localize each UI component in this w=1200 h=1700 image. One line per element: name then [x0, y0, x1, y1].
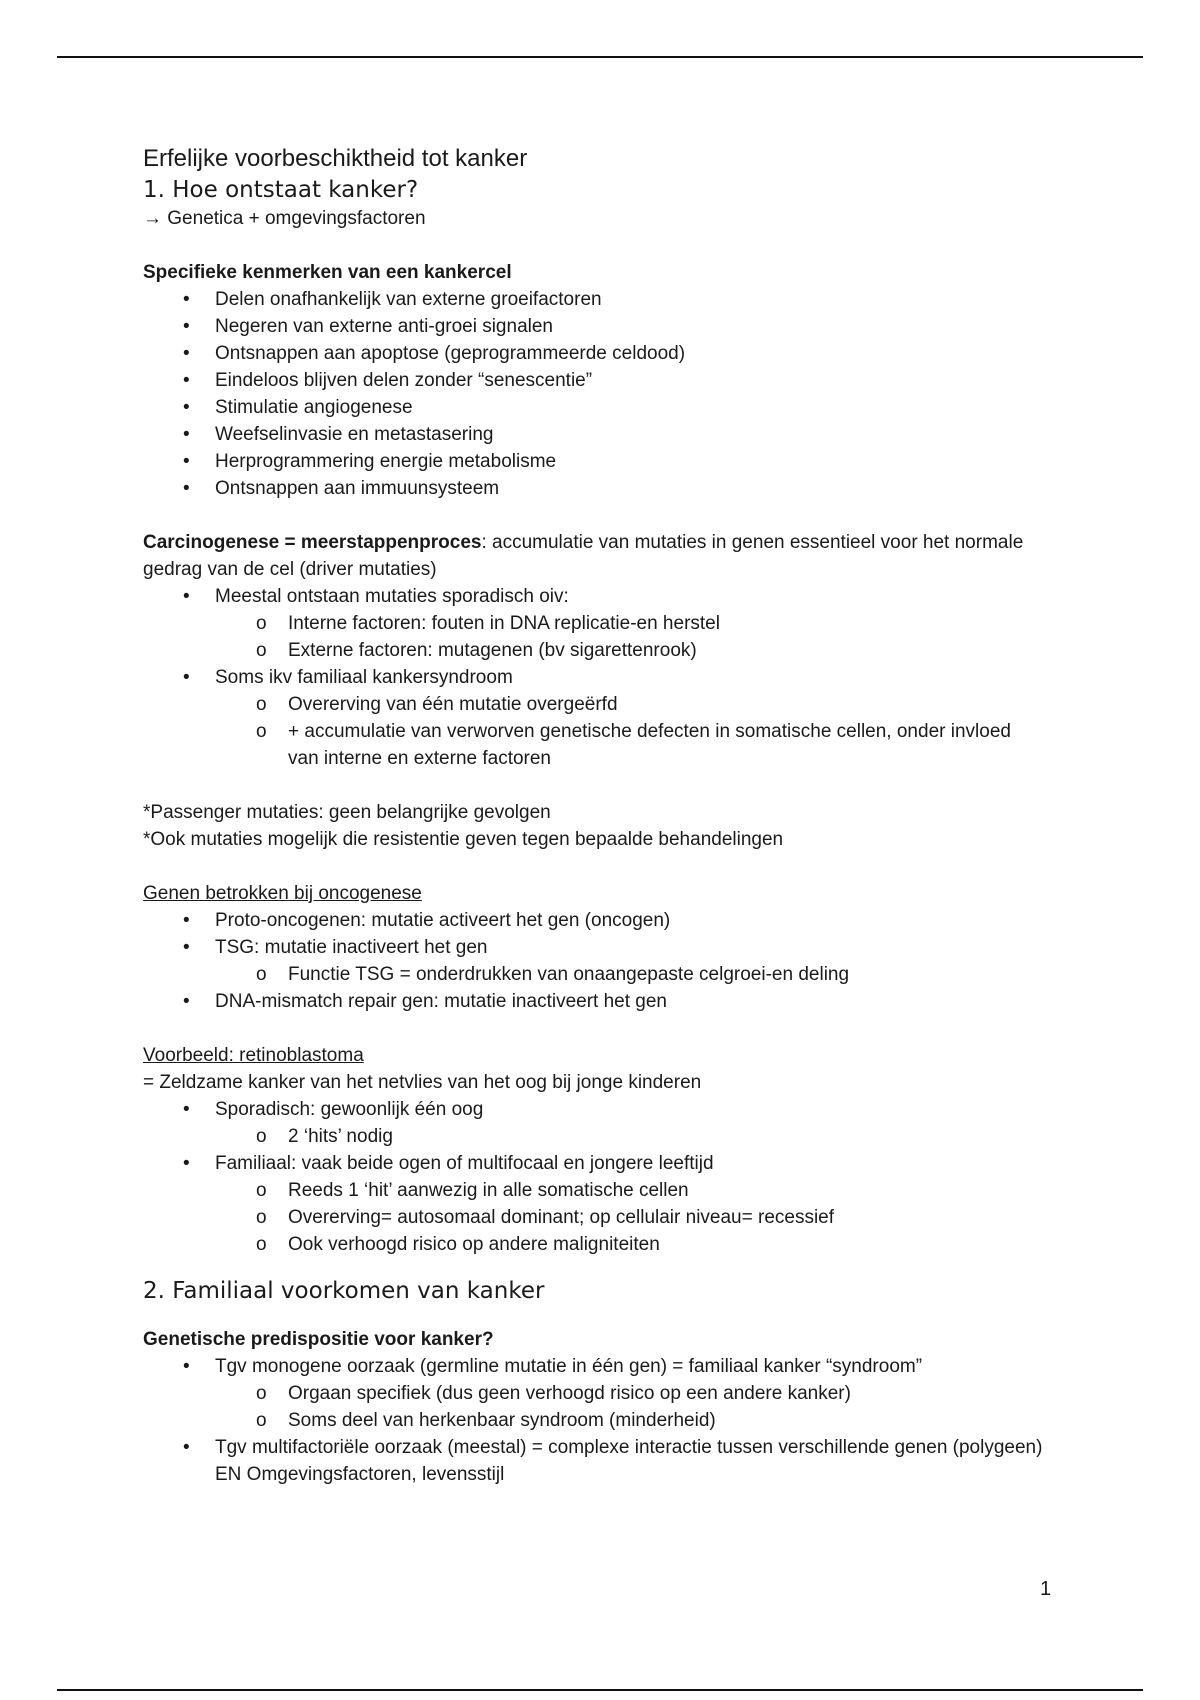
carcinogenese-definition: : accumulatie van mutaties in genen essentieel voor het normale gedrag van de cel (driver mutaties)	[143, 532, 1024, 580]
genen-title: Genen betrokken bij oncogenese	[143, 883, 422, 904]
sub-list-item: o Soms deel van herkenbaar syndroom (minderheid)	[143, 1407, 1043, 1434]
list-item: • Soms ikv familiaal kankersyndroom	[143, 664, 1043, 691]
list-item: • Tgv monogene oorzaak (germline mutatie in één gen) = familiaal kanker “syndroom”	[143, 1353, 1043, 1380]
sub-list-item: o + accumulatie van verworven genetische defecten in somatische cellen, onder invloed van interne en externe factoren	[143, 718, 1043, 772]
sub-list-item: o 2 ‘hits’ nodig	[143, 1123, 1043, 1150]
section-2-heading: 2. Familiaal voorkomen van kanker	[143, 1278, 545, 1304]
document-body	[143, 143, 1043, 1488]
sub-list-item: o Overerving= autosomaal dominant; op cellulair niveau= recessief	[143, 1204, 1043, 1231]
passenger-note: *Passenger mutaties: geen belangrijke gevolgen	[143, 802, 551, 823]
list-item: • Meestal ontstaan mutaties sporadisch oiv:	[143, 583, 1043, 610]
list-item: • Proto-oncogenen: mutatie activeert het gen (oncogen)	[143, 907, 1043, 934]
list-item: • Stimulatie angiogenese	[143, 394, 1043, 421]
sub-list-item: o Orgaan specifiek (dus geen verhoogd risico op een andere kanker)	[143, 1380, 1043, 1407]
carcinogenese-list	[143, 583, 1043, 772]
list-item: • Herprogrammering energie metabolisme	[143, 448, 1043, 475]
genen-list	[143, 907, 1043, 1015]
list-item: • Tgv multifactoriële oorzaak (meestal) = complexe interactie tussen verschillende genen (polygeen) EN Omgevingsfactoren, levensstijl	[143, 1434, 1043, 1488]
retinoblastoma-list	[143, 1096, 1043, 1258]
page-number: 1	[1040, 1578, 1052, 1600]
retinoblastoma-definition: = Zeldzame kanker van het netvlies van het oog bij jonge kinderen	[143, 1072, 702, 1093]
sub-list-item: o Reeds 1 ‘hit’ aanwezig in alle somatische cellen	[143, 1177, 1043, 1204]
footer-rule	[57, 1689, 1143, 1691]
list-item: • TSG: mutatie inactiveert het gen	[143, 934, 1043, 961]
list-item: • Eindeloos blijven delen zonder “senescentie”	[143, 367, 1043, 394]
kenmerken-list	[143, 286, 1043, 502]
predispositie-list	[143, 1353, 1043, 1488]
sub-list-item: o Interne factoren: fouten in DNA replicatie-en herstel	[143, 610, 1043, 637]
section-1-intro: → Genetica + omgevingsfactoren	[143, 208, 426, 229]
sub-list-item: o Ook verhoogd risico op andere maligniteiten	[143, 1231, 1043, 1258]
list-item: • Ontsnappen aan apoptose (geprogrammeerde celdood)	[143, 340, 1043, 367]
list-item: • Familiaal: vaak beide ogen of multifocaal en jongere leeftijd	[143, 1150, 1043, 1177]
list-item: • Weefselinvasie en metastasering	[143, 421, 1043, 448]
section-1-heading: 1. Hoe ontstaat kanker?	[143, 177, 419, 203]
sub-list-item: o Functie TSG = onderdrukken van onaangepaste celgroei-en deling	[143, 961, 1043, 988]
list-item: • Negeren van externe anti-groei signalen	[143, 313, 1043, 340]
sub-list-item: o Overerving van één mutatie overgeërfd	[143, 691, 1043, 718]
list-item: • Delen onafhankelijk van externe groeifactoren	[143, 286, 1043, 313]
header-rule	[57, 56, 1143, 58]
resistance-note: *Ook mutaties mogelijk die resistentie geven tegen bepaalde behandelingen	[143, 829, 784, 850]
list-item: • Ontsnappen aan immuunsysteem	[143, 475, 1043, 502]
sub-list-item: o Externe factoren: mutagenen (bv sigarettenrook)	[143, 637, 1043, 664]
list-item: • DNA-mismatch repair gen: mutatie inactiveert het gen	[143, 988, 1043, 1015]
carcinogenese-paragraph	[143, 529, 1043, 583]
retinoblastoma-title: Voorbeeld: retinoblastoma	[143, 1045, 364, 1066]
kenmerken-title: Specifieke kenmerken van een kankercel	[143, 262, 512, 283]
document-title: Erfelijke voorbeschiktheid tot kanker	[143, 145, 528, 172]
carcinogenese-term: Carcinogenese = meerstappenproces	[143, 532, 482, 553]
predispositie-title: Genetische predispositie voor kanker?	[143, 1329, 494, 1350]
list-item: • Sporadisch: gewoonlijk één oog	[143, 1096, 1043, 1123]
